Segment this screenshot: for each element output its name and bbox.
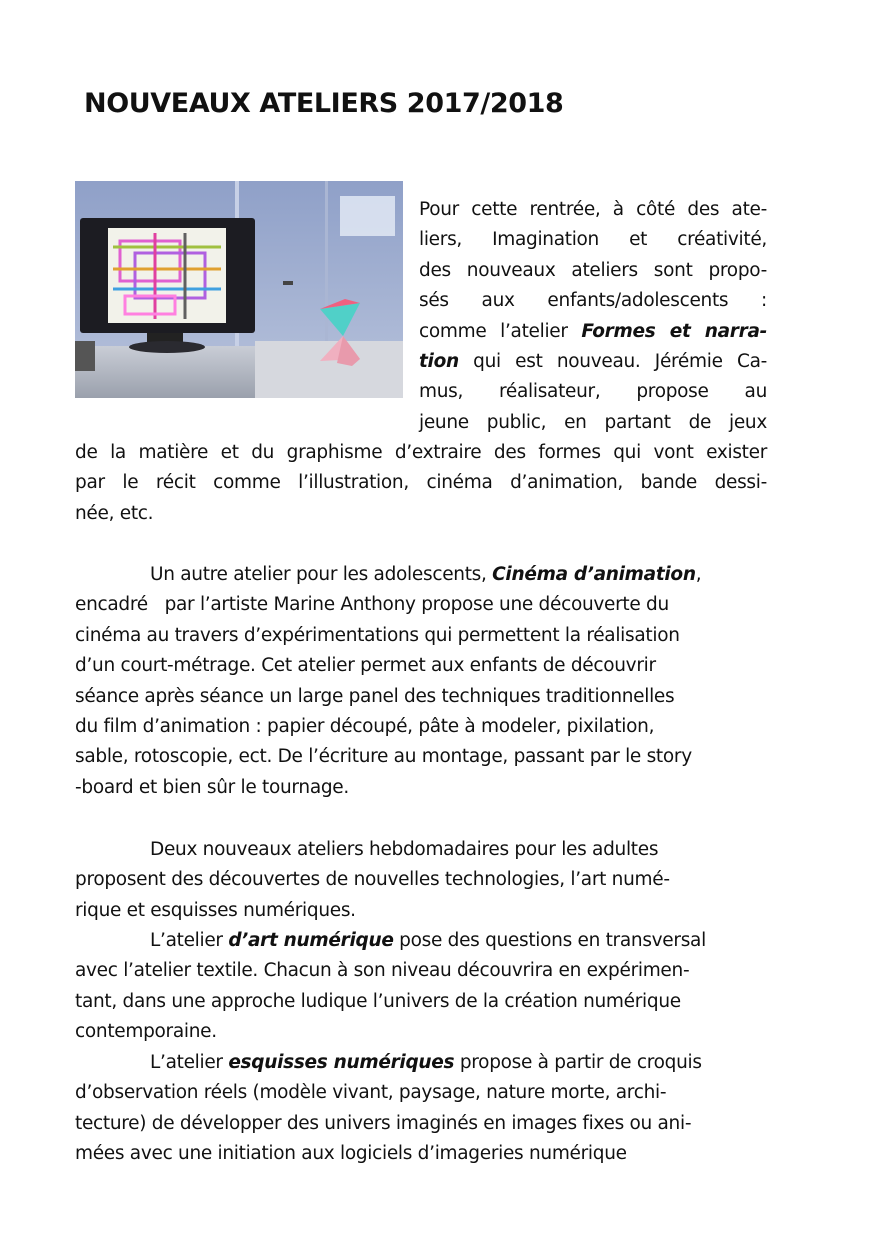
paragraph-intro-continued [75,438,767,529]
text-line: tecture) de développer des univers imaginés en images fixes ou ani- [75,1112,692,1134]
paragraph-esquisses [75,1048,767,1170]
text-line: rique et esquisses numériques. [75,899,356,921]
text-segment: propose à partir de croquis [454,1052,702,1073]
text-line: proposent des découvertes de nouvelles technologies, l’art numé- [75,869,670,891]
text-line: -board et bien sûr le tournage. [75,776,349,798]
text-line [75,560,767,590]
text-segment: Deux nouveaux ateliers hebdomadaires pour les adultes [150,839,659,860]
text-segment: , [695,564,702,585]
paragraph-intro [419,195,767,438]
text-line: contemporaine. [75,1021,217,1043]
text-segment: L’atelier [150,930,229,951]
workshop-name-art-numerique: d’art numérique [228,930,394,951]
text-line: par le récit comme l’illustration, cinéma d’animation, bande dessi- [75,472,767,494]
text-segment: comme l’atelier [419,320,582,342]
text-line: des nouveaux ateliers sont propo- [419,259,767,281]
text-line: mées avec une initiation aux logiciels d’imageries numérique [75,1143,627,1165]
text-line: mus, réalisateur, propose au [419,381,767,403]
text-line: née, etc. [75,502,154,524]
text-segment: Un autre atelier pour les adolescents, [150,564,493,585]
text-line [419,317,767,347]
text-line: cinéma au travers d’expérimentations qui permettent la réalisation [75,624,680,646]
photo-screen-pyramid-icon [75,181,403,398]
text-line: sés aux enfants/adolescents : [419,290,767,312]
text-line [419,347,767,377]
workshop-name-formes-end: tion [419,351,459,373]
workshop-name-formes: Formes et narra- [581,320,768,342]
page-title: NOUVEAUX ATELIERS 2017/2018 [84,88,564,119]
text-line [75,926,767,956]
text-line: du film d’animation : papier découpé, pâte à modeler, pixilation, [75,716,655,738]
text-line: séance après séance un large panel des techniques traditionnelles [75,685,675,707]
text-segment: qui est nouveau. Jérémie Ca- [458,351,767,373]
text-line: encadré par l’artiste Marine Anthony propose une découverte du [75,594,669,616]
paragraph-cinema [75,560,767,803]
paragraph-art-numerique [75,926,767,1048]
text-line [75,835,767,865]
text-line: jeune public, en partant de jeux [419,411,767,433]
text-line: de la matière et du graphisme d’extraire des formes qui vont exister [75,442,767,463]
text-line: Pour cette rentrée, à côté des ate- [419,199,767,220]
text-line: tant, dans une approche ludique l’univers de la création numérique [75,990,681,1012]
paragraph-adults [75,835,767,926]
text-segment: pose des questions en transversal [393,930,706,951]
text-line: d’observation réels (modèle vivant, paysage, nature morte, archi- [75,1082,667,1104]
workshop-name-esquisses: esquisses numériques [228,1052,455,1073]
text-line: sable, rotoscopie, ect. De l’écriture au montage, passant par le story [75,746,692,768]
workshop-name-cinema: Cinéma d’animation [492,564,696,585]
text-line [75,1048,767,1078]
text-line: avec l’atelier textile. Chacun à son niveau découvrira en expérimen- [75,960,690,982]
text-line: d’un court-métrage. Cet atelier permet aux enfants de découvrir [75,655,656,677]
text-segment: L’atelier [150,1052,229,1073]
text-line: liers, Imagination et créativité, [419,229,767,251]
